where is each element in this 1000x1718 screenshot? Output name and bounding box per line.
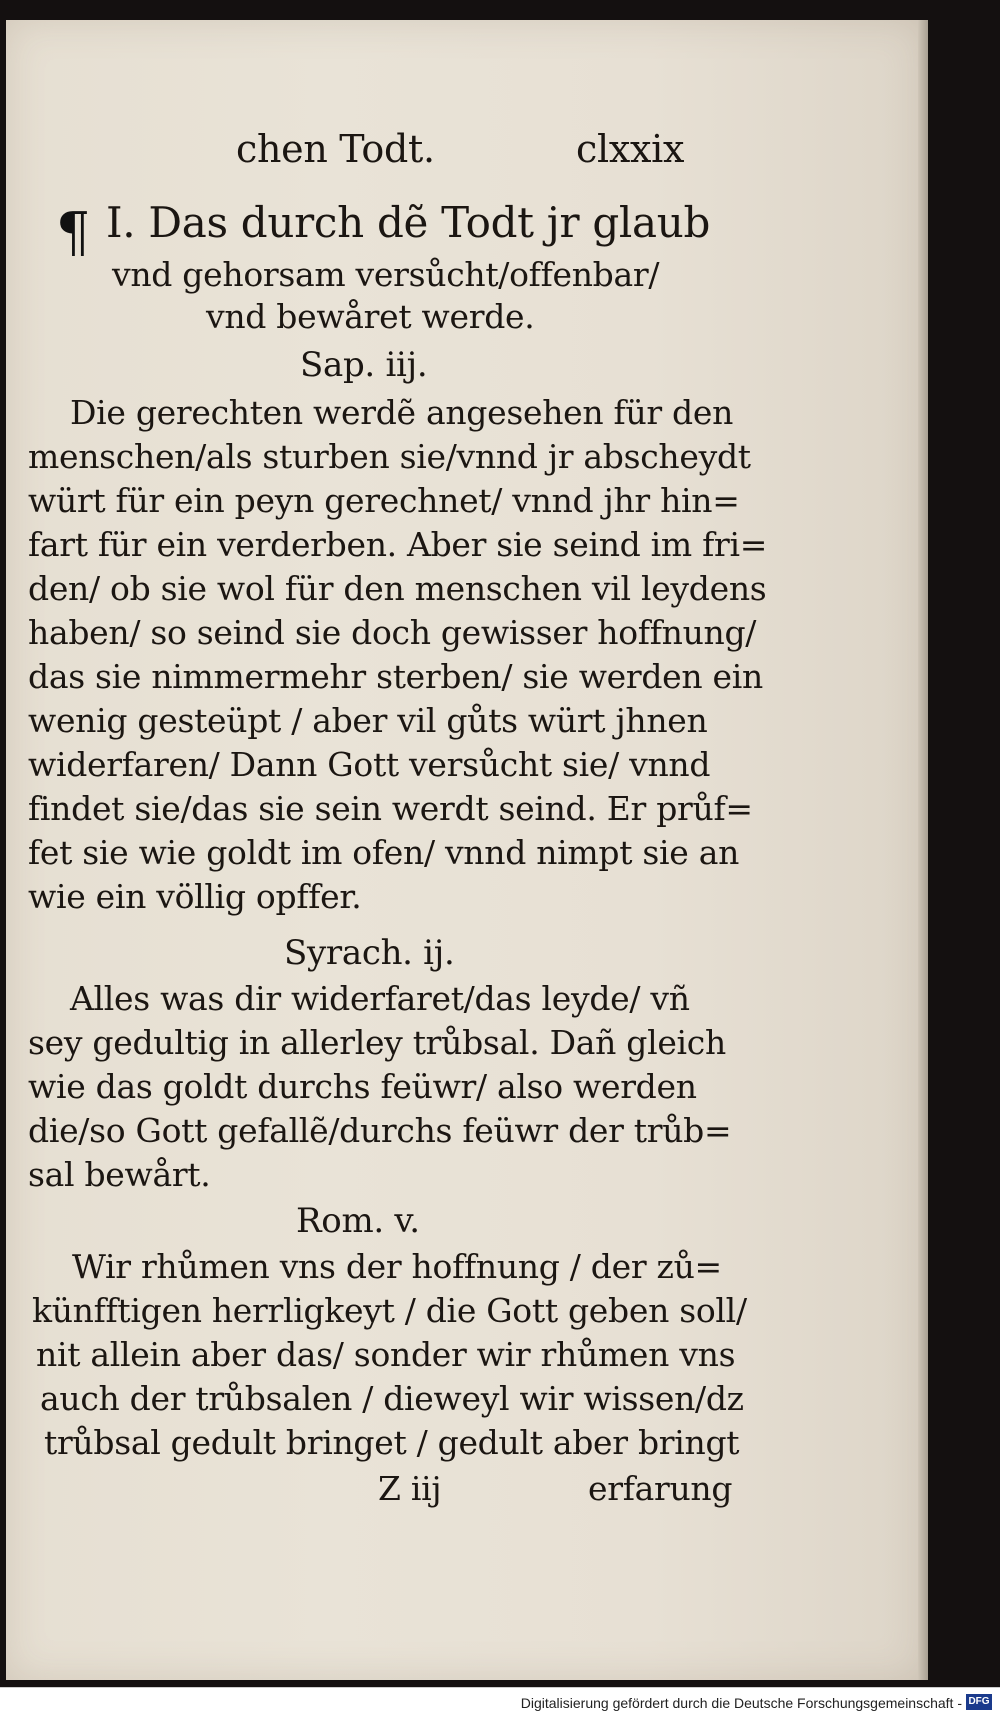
pilcrow-icon: ¶ — [56, 201, 91, 264]
funding-credit: Digitalisierung gefördert durch die Deutsche Forschungsgemeinschaft - — [520, 1695, 962, 1711]
scripture-reference: Syrach. ij. — [284, 933, 455, 973]
text-line: sal bewårt. — [28, 1155, 211, 1194]
book-page — [6, 20, 924, 1680]
text-line: trůbsal gedult bringet / gedult aber bringt — [44, 1423, 740, 1462]
scripture-reference: Rom. v. — [296, 1201, 420, 1241]
footer-bar — [0, 1687, 1000, 1718]
catchword: erfarung — [588, 1469, 733, 1508]
text-line: fart für ein verderben. Aber sie seind im fri= — [28, 525, 768, 564]
section-heading-line: vnd gehorsam versůcht/offenbar/ — [112, 255, 660, 294]
text-line: Wir rhůmen vns der hoffnung / der zů= — [72, 1247, 722, 1286]
text-line: Die gerechten werdẽ angesehen für den — [70, 393, 734, 432]
running-head-folio: clxxix — [576, 127, 685, 171]
text-line: haben/ so seind sie doch gewisser hoffnung/ — [28, 613, 757, 652]
text-line: widerfaren/ Dann Gott versůcht sie/ vnnd — [28, 745, 711, 784]
signature-mark: Z iij — [378, 1469, 442, 1508]
running-head-left: chen Todt. — [236, 127, 435, 171]
dfg-logo: DFG — [966, 1694, 992, 1710]
text-line: den/ ob sie wol für den menschen vil leydens — [28, 569, 767, 608]
text-line: künfftigen herrligkeyt / die Gott geben soll/ — [32, 1291, 747, 1330]
text-line: wie das goldt durchs feüwr/ also werden — [28, 1067, 697, 1106]
text-line: fet sie wie goldt im ofen/ vnnd nimpt sie an — [28, 833, 740, 872]
text-line: auch der trůbsalen / dieweyl wir wissen/dz — [40, 1379, 744, 1418]
text-line: nit allein aber das/ sonder wir rhůmen vns — [36, 1335, 736, 1374]
text-line: sey gedultig in allerley trůbsal. Dañ gleich — [28, 1023, 726, 1062]
text-line: wie ein völlig opffer. — [28, 877, 362, 916]
text-line: würt für ein peyn gerechnet/ vnnd jhr hin= — [28, 481, 740, 520]
text-line: menschen/als sturben sie/vnnd jr abscheydt — [28, 437, 751, 476]
section-heading-line: I. Das durch dẽ Todt jr glaub — [106, 198, 711, 247]
text-line: findet sie/das sie sein werdt seind. Er průf= — [28, 789, 753, 828]
text-line: Alles was dir widerfaret/das leyde/ vñ — [70, 979, 690, 1018]
text-line: die/so Gott gefallẽ/durchs feüwr der trůb= — [28, 1111, 732, 1150]
text-line: das sie nimmermehr sterben/ sie werden ein — [28, 657, 763, 696]
text-line: wenig gesteüpt / aber vil gůts würt jhnen — [28, 701, 708, 740]
page-edge — [918, 20, 928, 1680]
section-heading-line: vnd bewåret werde. — [206, 297, 535, 336]
scripture-reference: Sap. iij. — [300, 345, 428, 385]
